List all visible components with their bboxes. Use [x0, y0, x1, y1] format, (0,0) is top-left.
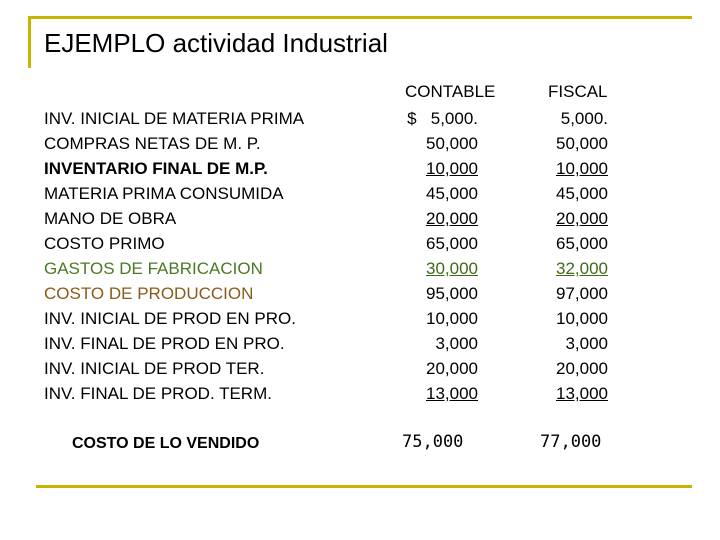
total-label: COSTO DE LO VENDIDO — [72, 435, 260, 452]
row-label: INVENTARIO FINAL DE M.P. — [44, 159, 268, 178]
total-value-contable: 75,000 — [402, 432, 464, 452]
row-label: COSTO DE PRODUCCION — [44, 284, 254, 303]
row-label: INV. FINAL DE PROD. TERM. — [44, 384, 272, 403]
page-title: EJEMPLO actividad Industrial — [44, 28, 388, 58]
value-fiscal: 32,000 — [556, 259, 608, 278]
value-contable: 20,000 — [426, 209, 478, 228]
row-label: COSTO PRIMO — [44, 234, 165, 253]
value-fiscal: 5,000. — [560, 109, 608, 128]
row-label: INV. FINAL DE PROD EN PRO. — [44, 334, 285, 353]
column-header-fiscal: FISCAL — [548, 82, 608, 101]
value-fiscal: 20,000 — [556, 209, 608, 228]
value-fiscal: 50,000 — [556, 134, 608, 153]
value-contable: 50,000 — [426, 134, 478, 153]
value-contable: 20,000 — [426, 359, 478, 378]
value-contable: 10,000 — [426, 309, 478, 328]
value-contable: 3,000 — [435, 334, 478, 353]
value-fiscal: 13,000 — [556, 384, 608, 403]
row-label: COMPRAS NETAS DE M. P. — [44, 134, 261, 153]
value-fiscal: 45,000 — [556, 184, 608, 203]
column-header-contable: CONTABLE — [405, 82, 496, 101]
value-contable: 10,000 — [426, 159, 478, 178]
value-contable: 13,000 — [426, 384, 478, 403]
row-label: GASTOS DE FABRICACION — [44, 259, 263, 278]
row-label: INV. INICIAL DE PROD TER. — [44, 359, 265, 378]
value-contable: 30,000 — [426, 259, 478, 278]
value-fiscal: 3,000 — [565, 334, 608, 353]
value-fiscal: 97,000 — [556, 284, 608, 303]
top-rule — [28, 16, 692, 19]
value-fiscal: 10,000 — [556, 309, 608, 328]
value-contable: 65,000 — [426, 234, 478, 253]
value-contable: 45,000 — [426, 184, 478, 203]
value-contable: 95,000 — [426, 284, 478, 303]
row-label: MATERIA PRIMA CONSUMIDA — [44, 184, 284, 203]
row-label: MANO DE OBRA — [44, 209, 177, 228]
bottom-rule — [36, 485, 692, 488]
row-label: INV. INICIAL DE PROD EN PRO. — [44, 309, 296, 328]
row-label: INV. INICIAL DE MATERIA PRIMA — [44, 109, 305, 128]
value-fiscal: 65,000 — [556, 234, 608, 253]
total-value-fiscal: 77,000 — [540, 432, 602, 452]
value-contable: $ 5,000. — [407, 109, 478, 128]
value-fiscal: 10,000 — [556, 159, 608, 178]
value-fiscal: 20,000 — [556, 359, 608, 378]
left-rule — [28, 16, 31, 68]
